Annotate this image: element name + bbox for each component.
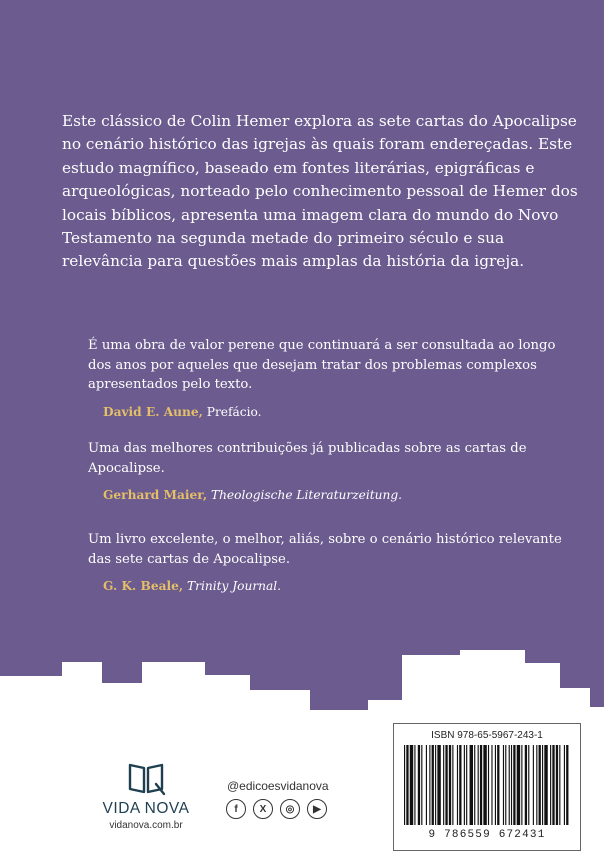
barcode-bar <box>452 745 453 825</box>
barcode-bar <box>495 745 496 825</box>
source-name: Prefácio. <box>206 405 262 419</box>
barcode-bar <box>559 745 560 825</box>
barcode-bar <box>491 745 492 825</box>
author-name: Gerhard Maier, <box>103 488 208 502</box>
barcode-bar <box>414 745 415 825</box>
author-name: G. K. Beale, <box>103 579 184 593</box>
social-icons <box>226 799 327 819</box>
barcode-bar <box>406 745 408 825</box>
barcode-bar <box>533 745 534 825</box>
barcode-bar <box>539 745 541 825</box>
barcode-bar <box>536 745 537 825</box>
barcode-bar <box>566 745 568 825</box>
barcode-bar <box>432 745 434 825</box>
barcode-bar <box>528 745 529 825</box>
barcode-bar <box>497 745 499 825</box>
attribution-aune <box>103 405 262 419</box>
barcode-bar <box>410 745 413 825</box>
publisher-name: VIDA NOVA <box>102 800 190 817</box>
barcode-bar <box>483 745 486 825</box>
barcode-bar <box>429 745 430 825</box>
barcode-bar <box>480 745 482 825</box>
open-book-icon <box>126 762 166 796</box>
barcode-bar <box>542 745 543 825</box>
publisher-website: vidanova.com.br <box>109 820 183 831</box>
barcode-bar <box>544 745 547 825</box>
barcode-bar <box>474 745 475 825</box>
barcode-bar <box>509 745 510 825</box>
attribution-beale <box>103 579 281 593</box>
barcode-bar <box>464 745 465 825</box>
barcode-bar <box>521 745 522 825</box>
barcode-bar <box>437 745 440 825</box>
barcode-bar <box>435 745 436 825</box>
quote-beale: Um livro excelente, o melhor, aliás, sobre o cenário histórico relevante das sete cartas de Apocalipse. <box>88 532 562 567</box>
barcode-bar <box>525 745 527 825</box>
barcode-bar <box>552 745 554 825</box>
barcode-bar <box>513 745 515 825</box>
barcode-digits: 9 786559 672431 <box>428 829 546 841</box>
quote-maier: Uma das melhores contribuições já publicadas sobre as cartas de Apocalipse. <box>88 441 527 476</box>
barcode-bar <box>421 745 422 825</box>
publisher-logo <box>96 762 196 831</box>
x-icon: X <box>253 799 273 819</box>
barcode-bar <box>449 745 451 825</box>
barcode-bar <box>517 745 520 825</box>
barcode-bar <box>503 745 504 825</box>
source-name: Theologische Literaturzeitung. <box>210 488 403 502</box>
isbn-label: ISBN 978-65-5967-243-1 <box>431 730 543 741</box>
social-handle: @edicoesvidanova <box>227 779 329 793</box>
barcode-bar <box>556 745 558 825</box>
barcode-bar <box>404 745 405 825</box>
source-name: Trinity Journal. <box>187 579 282 593</box>
barcode-bar <box>470 745 473 825</box>
barcode-bar <box>445 745 447 825</box>
barcode-bar <box>426 745 427 825</box>
facebook-icon: f <box>226 799 246 819</box>
isbn-barcode <box>393 723 581 851</box>
barcode-bar <box>505 745 506 825</box>
attribution-maier <box>103 488 402 502</box>
quote-aune: É uma obra de valor perene que continuará a ser consultada ao longo dos anos por aqueles que desejam tratar dos problemas complexos apresentados pelo texto. <box>88 338 556 392</box>
barcode-bar <box>488 745 489 825</box>
barcode-bar <box>511 745 512 825</box>
barcode-bar <box>418 745 420 825</box>
author-name: David E. Aune, <box>103 405 203 419</box>
barcode-bars <box>402 745 572 827</box>
barcode-bar <box>459 745 461 825</box>
instagram-icon: ◎ <box>280 799 300 819</box>
barcode-bar <box>478 745 479 825</box>
barcode-bar <box>443 745 444 825</box>
barcode-bar <box>457 745 458 825</box>
book-description: Este clássico de Colin Hemer explora as sete cartas do Apocalipse no cenário histórico das igrejas às quais foram endereçadas. Este estudo magnífico, baseado em fontes literárias, epigráficas e arqueológicas, norteado pelo conhecimento pessoal de Hemer dos locais bíblicos, apresenta uma imagem clara do mundo do Novo Testamento na segunda metade do primeiro século e sua relevância para questões mais amplas da história da igreja. <box>62 112 578 271</box>
barcode-bar <box>550 745 551 825</box>
barcode-bar <box>466 745 467 825</box>
barcode-bar <box>564 745 565 825</box>
youtube-icon: ▶ <box>307 799 327 819</box>
